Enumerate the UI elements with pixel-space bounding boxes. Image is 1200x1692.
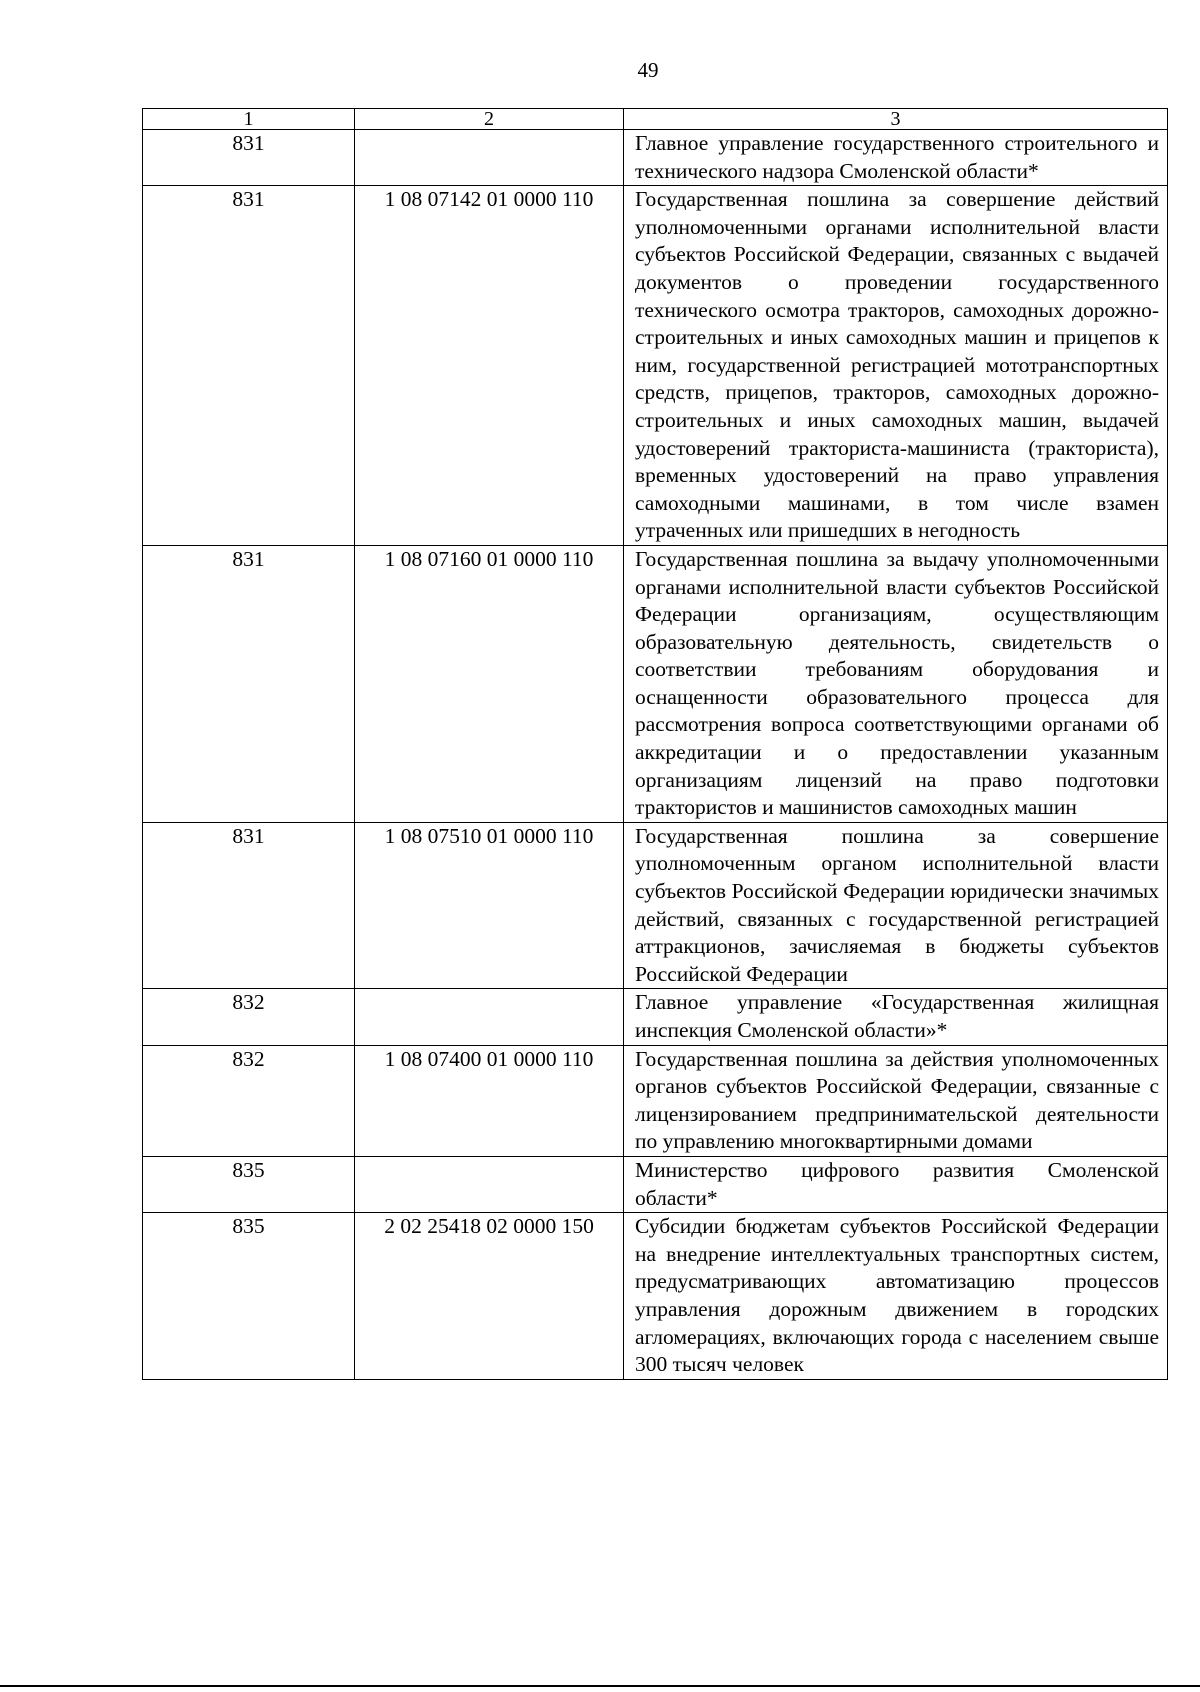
column-header-2: 2 xyxy=(355,109,624,130)
table-row xyxy=(143,545,1168,822)
table-header-row xyxy=(143,109,1168,130)
table-row xyxy=(143,1213,1168,1380)
table-row xyxy=(143,130,1168,186)
admin-code-cell: 832 xyxy=(143,1045,355,1156)
description-cell: Субсидии бюджетам субъектов Российской Федерации на внедрение интеллектуальных транспортных систем, предусматривающих автоматизацию процессов управления дорожным движением в городских агломерациях, включающих города с населением свыше 300 тысяч человек xyxy=(624,1213,1168,1380)
description-cell: Главное управление «Государственная жилищная инспекция Смоленской области»* xyxy=(624,989,1168,1045)
admin-code-cell: 831 xyxy=(143,545,355,822)
classification-code-cell xyxy=(355,130,624,186)
table-row xyxy=(143,186,1168,546)
description-cell: Министерство цифрового развития Смоленской области* xyxy=(624,1156,1168,1212)
table-row xyxy=(143,1156,1168,1212)
classification-code-cell: 1 08 07510 01 0000 110 xyxy=(355,822,624,989)
admin-code-cell: 831 xyxy=(143,130,355,186)
classification-code-cell: 1 08 07160 01 0000 110 xyxy=(355,545,624,822)
admin-code-cell: 835 xyxy=(143,1213,355,1380)
revenue-codes-table xyxy=(142,108,1168,1380)
description-cell: Государственная пошлина за совершение действий уполномоченными органами исполнительной власти субъектов Российской Федерации, связанных с выдачей документов о проведении государственного технического осмотра тракторов, самоходных дорожно-строительных и иных самоходных машин и прицепов к ним, государственной регистрацией мототранспортных средств, прицепов, тракторов, самоходных дорожно-строительных и иных самоходных машин, выдачей удостоверений тракториста-машиниста (тракториста), временных удостоверений на право управления самоходными машинами, в том числе взамен утраченных или пришедших в негодность xyxy=(624,186,1168,546)
classification-code-cell xyxy=(355,1156,624,1212)
bottom-divider xyxy=(0,1685,1200,1687)
table-row xyxy=(143,989,1168,1045)
classification-code-cell: 1 08 07142 01 0000 110 xyxy=(355,186,624,546)
table-row xyxy=(143,1045,1168,1156)
admin-code-cell: 832 xyxy=(143,989,355,1045)
classification-code-cell: 2 02 25418 02 0000 150 xyxy=(355,1213,624,1380)
description-cell: Государственная пошлина за действия уполномоченных органов субъектов Российской Федерации, связанные с лицензированием предпринимательской деятельности по управлению многоквартирными домами xyxy=(624,1045,1168,1156)
admin-code-cell: 835 xyxy=(143,1156,355,1212)
admin-code-cell: 831 xyxy=(143,822,355,989)
column-header-3: 3 xyxy=(624,109,1168,130)
description-cell: Государственная пошлина за выдачу уполномоченными органами исполнительной власти субъектов Российской Федерации организациям, осуществляющим образовательную деятельность, свидетельств о соответствии требованиям оборудования и оснащенности образовательного процесса для рассмотрения вопроса соответствующими органами об аккредитации и о предоставлении указанным организациям лицензий на право подготовки трактористов и машинистов самоходных машин xyxy=(624,545,1168,822)
classification-code-cell: 1 08 07400 01 0000 110 xyxy=(355,1045,624,1156)
column-header-1: 1 xyxy=(143,109,355,130)
page-number: 49 xyxy=(637,58,659,82)
description-cell: Главное управление государственного строительного и технического надзора Смоленской области* xyxy=(624,130,1168,186)
admin-code-cell: 831 xyxy=(143,186,355,546)
table-row xyxy=(143,822,1168,989)
description-cell: Государственная пошлина за совершение уполномоченным органом исполнительной власти субъектов Российской Федерации юридически значимых действий, связанных с государственной регистрацией аттракционов, зачисляемая в бюджеты субъектов Российской Федерации xyxy=(624,822,1168,989)
classification-code-cell xyxy=(355,989,624,1045)
